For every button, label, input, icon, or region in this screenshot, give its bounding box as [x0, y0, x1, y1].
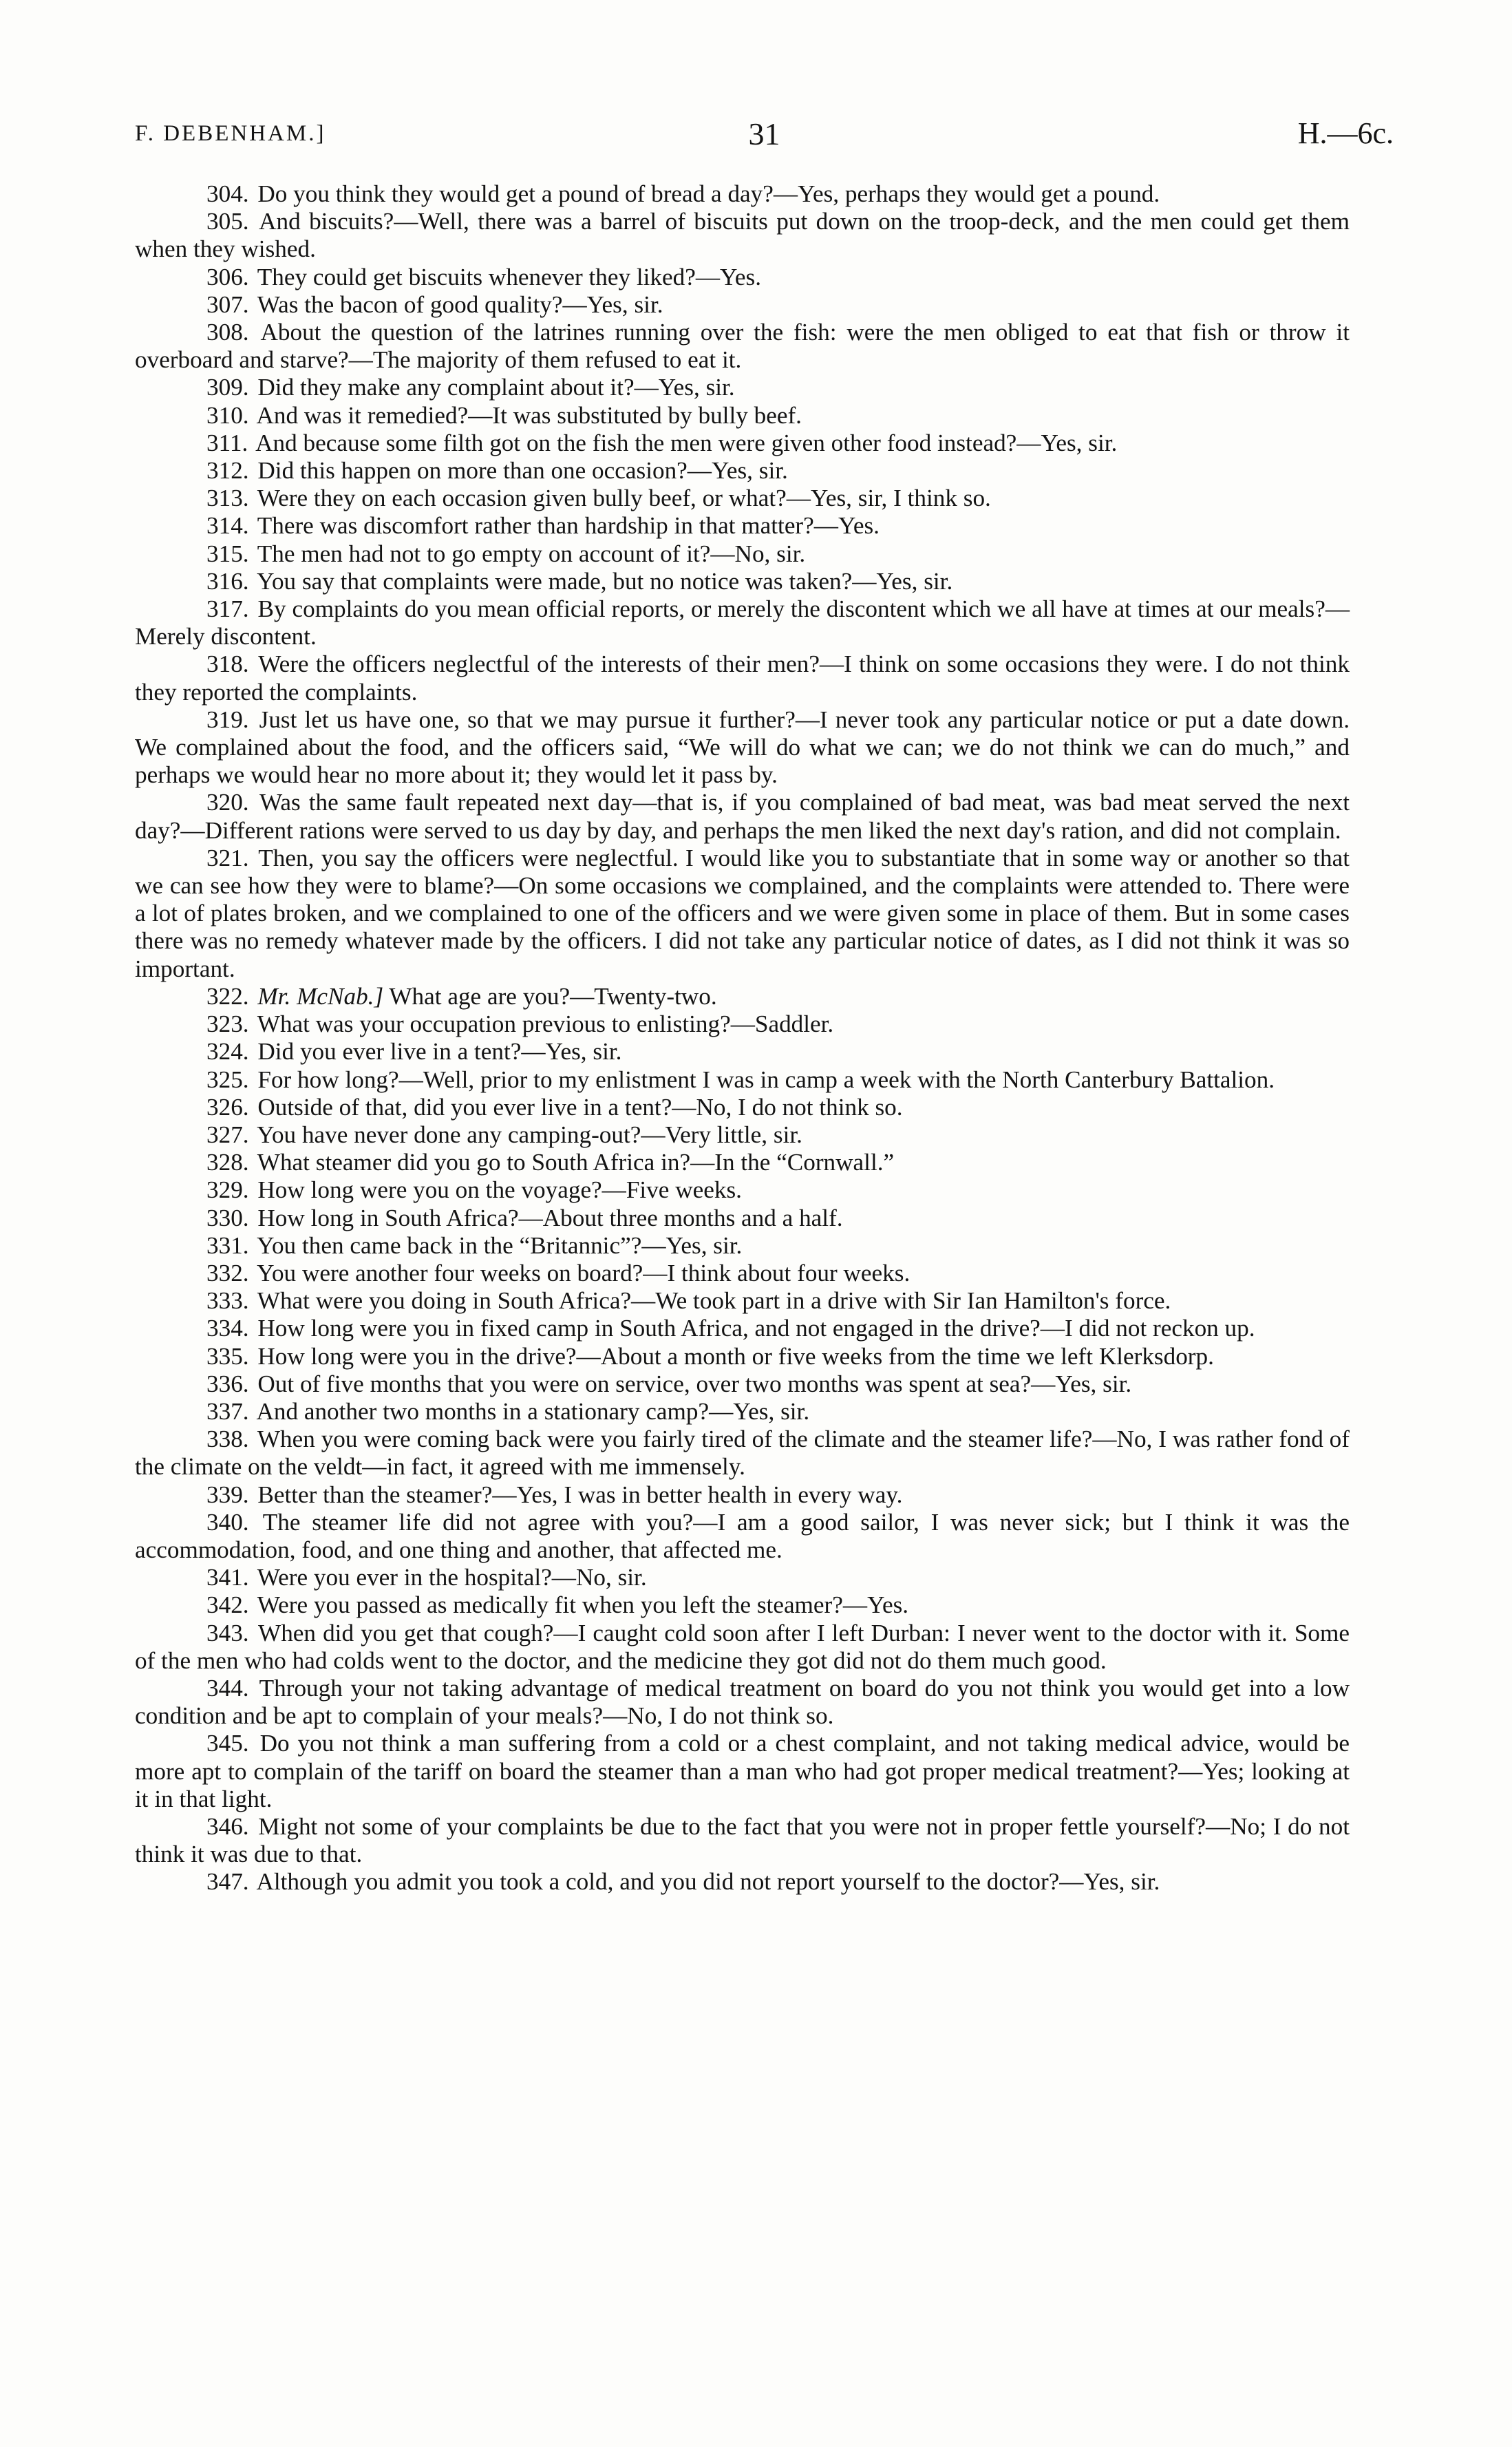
question-number: 344.	[206, 1674, 249, 1702]
question-answer-text: They could get biscuits whenever they liked?—Yes.	[257, 263, 762, 290]
question-answer-text: Through your not taking advantage of medical treatment on board do you not think you would get into a low condition and be apt to complain of your meals?—No, I do not think so.	[135, 1674, 1350, 1730]
question-number: 329.	[206, 1176, 249, 1204]
testimony-entry	[135, 512, 1350, 540]
testimony-entry	[135, 1176, 1350, 1204]
testimony-entry	[135, 1509, 1350, 1564]
question-answer-text: What were you doing in South Africa?—We took part in a drive with Sir Ian Hamilton's force.	[257, 1287, 1171, 1315]
testimony-entry	[135, 264, 1350, 291]
testimony-entry	[135, 1232, 1350, 1260]
question-answer-text: Out of five months that you were on service, over two months was spent at sea?—Yes, sir.	[257, 1370, 1132, 1397]
question-answer-text: You were another four weeks on board?—I think about four weeks.	[257, 1259, 911, 1286]
question-answer-text: Just let us have one, so that we may pursue it further?—I never took any particular notice or put a date down. We complained about the food, and the officers said, “We will do what we can; we do not think we can do much,” and perhaps we would hear no more about it; they would let it pass by.	[135, 706, 1350, 789]
testimony-entry	[135, 1591, 1350, 1619]
question-answer-text: Did they make any complaint about it?—Yes, sir.	[257, 374, 735, 401]
question-answer-text: There was discomfort rather than hardship in that matter?—Yes.	[257, 512, 880, 540]
question-number: 308.	[206, 319, 249, 346]
question-number: 325.	[206, 1066, 249, 1093]
question-answer-text: Was the same fault repeated next day—that is, if you complained of bad meat, was bad meat served the next day?—Different rations were served to us day by day, and perhaps the men liked the next day's ration, and did not complain.	[135, 789, 1350, 844]
testimony-entry	[135, 430, 1350, 457]
question-answer-text: About the question of the latrines running over the fish: were the men obliged to eat that fish or throw it overboard and starve?—The majority of them refused to eat it.	[135, 319, 1350, 374]
question-answer-text: Were the officers neglectful of the interests of their men?—I think on some occasions they were. I do not think they reported the complaints.	[135, 650, 1350, 706]
question-answer-text: Better than the steamer?—Yes, I was in better health in every way.	[257, 1481, 903, 1508]
witness-name: F. DEBENHAM.]	[135, 121, 326, 146]
question-number: 309.	[206, 374, 249, 401]
testimony-entry	[135, 1398, 1350, 1426]
testimony-entry	[135, 374, 1350, 401]
document-reference: H.—6c.	[1297, 116, 1394, 150]
testimony-entry	[135, 402, 1350, 430]
question-answer-text: Did you ever live in a tent?—Yes, sir.	[257, 1038, 622, 1066]
question-answer-text: Do you not think a man suffering from a cold or a chest complaint, and not taking medical advice, would be more apt to complain of the tariff on board the steamer than a man who had got proper medical treatment?—Yes; looking at it in that light.	[135, 1730, 1350, 1812]
question-answer-text: Was the bacon of good quality?—Yes, sir.	[257, 290, 663, 318]
question-answer-text: The steamer life did not agree with you?—I am a good sailor, I was never sick; but I think it was the accommodation, food, and one thing and another, that affected me.	[135, 1508, 1350, 1563]
page-number: 31	[748, 116, 780, 151]
question-answer-text: Although you admit you took a cold, and you did not report yourself to the doctor?—Yes, sir.	[256, 1868, 1160, 1896]
question-number: 311.	[206, 429, 248, 456]
question-answer-text: What steamer did you go to South Africa in?—In the “Cornwall.”	[257, 1149, 895, 1176]
testimony-entry	[135, 1260, 1350, 1287]
page-header	[135, 116, 1394, 164]
question-number: 315.	[206, 540, 249, 567]
testimony-entry	[135, 1620, 1350, 1675]
question-number: 323.	[206, 1010, 249, 1038]
question-number: 335.	[206, 1342, 249, 1370]
testimony-entry	[135, 1813, 1350, 1868]
question-answer-text: Were you passed as medically fit when you left the steamer?—Yes.	[257, 1591, 909, 1619]
question-number: 306.	[206, 263, 249, 290]
question-answer-text: What was your occupation previous to enlisting?—Saddler.	[257, 1010, 834, 1038]
testimony-entry	[135, 789, 1350, 844]
question-number: 328.	[206, 1149, 249, 1176]
testimony-entry	[135, 319, 1350, 374]
testimony-entry	[135, 568, 1350, 595]
question-number: 345.	[206, 1730, 249, 1757]
question-number: 320.	[206, 789, 249, 816]
question-number: 313.	[206, 485, 249, 512]
question-answer-text: And biscuits?—Well, there was a barrel of biscuits put down on the troop-deck, and the men could get them when they wished.	[135, 208, 1350, 263]
question-number: 314.	[206, 512, 249, 540]
question-answer-text: How long in South Africa?—About three months and a half.	[257, 1204, 843, 1231]
testimony-entry	[135, 1343, 1350, 1370]
testimony-entry	[135, 180, 1350, 208]
question-answer-text: What age are you?—Twenty-two.	[389, 982, 717, 1010]
question-answer-text: How long were you in the drive?—About a month or five weeks from the time we left Klerksdorp.	[257, 1342, 1214, 1370]
testimony-entry	[135, 1481, 1350, 1509]
question-answer-text: By complaints do you mean official reports, or merely the discontent which we all have at times at our meals?—Merely discontent.	[135, 595, 1350, 650]
question-answer-text: Were you ever in the hospital?—No, sir.	[257, 1564, 647, 1591]
question-number: 338.	[206, 1426, 249, 1453]
question-number: 304.	[206, 180, 249, 207]
question-number: 336.	[206, 1370, 249, 1397]
question-number: 334.	[206, 1315, 249, 1342]
question-answer-text: Might not some of your complaints be due to the fact that you were not in proper fettle yourself?—No; I do not think it was due to that.	[135, 1812, 1350, 1868]
question-number: 312.	[206, 457, 249, 485]
testimony-entry	[135, 1370, 1350, 1398]
question-answer-text: You say that complaints were made, but no notice was taken?—Yes, sir.	[257, 567, 953, 595]
question-number: 337.	[206, 1397, 249, 1425]
question-answer-text: For how long?—Well, prior to my enlistment I was in camp a week with the North Canterbury Battalion.	[257, 1066, 1275, 1093]
testimony-entry	[135, 1675, 1350, 1730]
testimony-entry	[135, 1868, 1350, 1896]
testimony-body	[135, 180, 1350, 1896]
question-number: 307.	[206, 290, 249, 318]
testimony-entry	[135, 845, 1350, 983]
question-number: 340.	[206, 1508, 249, 1536]
question-answer-text: When you were coming back were you fairly tired of the climate and the steamer life?—No, I was rather fond of the climate on the veldt—in fact, it agreed with me immensely.	[135, 1426, 1350, 1481]
testimony-entry	[135, 595, 1350, 650]
question-number: 327.	[206, 1121, 249, 1148]
question-answer-text: You have never done any camping-out?—Very little, sir.	[257, 1121, 802, 1148]
question-number: 333.	[206, 1287, 249, 1315]
question-answer-text: And was it remedied?—It was substituted by bully beef.	[256, 401, 802, 429]
testimony-entry	[135, 650, 1350, 706]
question-answer-text: Did this happen on more than one occasion?—Yes, sir.	[257, 457, 788, 485]
question-number: 322.	[206, 982, 249, 1010]
question-number: 347.	[206, 1868, 249, 1896]
question-number: 321.	[206, 844, 249, 871]
testimony-entry	[135, 1426, 1350, 1481]
question-number: 324.	[206, 1038, 249, 1066]
question-number: 330.	[206, 1204, 249, 1231]
question-answer-text: You then came back in the “Britannic”?—Yes, sir.	[257, 1231, 743, 1259]
testimony-entry	[135, 1066, 1350, 1094]
question-answer-text: When did you get that cough?—I caught cold soon after I left Durban: I never went to the doctor with it. Some of the men who had colds went to the doctor, and the medicine they got did not do them much good.	[135, 1619, 1350, 1674]
testimony-entry	[135, 983, 1350, 1010]
testimony-entry	[135, 485, 1350, 512]
question-number: 326.	[206, 1093, 249, 1121]
testimony-entry	[135, 1315, 1350, 1342]
question-number: 342.	[206, 1591, 249, 1619]
testimony-entry	[135, 1730, 1350, 1813]
question-answer-text: Outside of that, did you ever live in a tent?—No, I do not think so.	[257, 1093, 903, 1121]
testimony-entry	[135, 1149, 1350, 1176]
testimony-entry	[135, 1564, 1350, 1591]
testimony-entry	[135, 706, 1350, 790]
speaker-name: Mr. McNab.]	[257, 982, 384, 1010]
question-answer-text: And another two months in a stationary camp?—Yes, sir.	[256, 1397, 810, 1425]
testimony-entry	[135, 1038, 1350, 1066]
question-answer-text: And because some filth got on the fish the men were given other food instead?—Yes, sir.	[255, 429, 1118, 456]
testimony-entry	[135, 291, 1350, 319]
question-number: 310.	[206, 401, 249, 429]
question-answer-text: Do you think they would get a pound of bread a day?—Yes, perhaps they would get a pound.	[257, 180, 1160, 207]
testimony-entry	[135, 1094, 1350, 1121]
testimony-entry	[135, 540, 1350, 568]
question-answer-text: How long were you on the voyage?—Five weeks.	[257, 1176, 742, 1204]
question-answer-text: Were they on each occasion given bully beef, or what?—Yes, sir, I think so.	[257, 485, 991, 512]
question-number: 343.	[206, 1619, 249, 1646]
question-answer-text: The men had not to go empty on account of it?—No, sir.	[257, 540, 806, 567]
question-answer-text: Then, you say the officers were neglectful. I would like you to substantiate that in some way or another so that we can see how they were to blame?—On some occasions we complained, and the complaints were attended to. There were a lot of plates broken, and we complained to one of the officers and we were given some in place of them. But in some cases there was no remedy whatever made by the officers. I did not take any particular notice of dates, as I did not think it was so important.	[135, 844, 1350, 982]
testimony-entry	[135, 208, 1350, 263]
question-number: 339.	[206, 1481, 249, 1508]
testimony-entry	[135, 1287, 1350, 1315]
testimony-entry	[135, 1010, 1350, 1038]
question-number: 341.	[206, 1564, 249, 1591]
question-number: 331.	[206, 1231, 249, 1259]
testimony-entry	[135, 1205, 1350, 1232]
question-number: 305.	[206, 208, 249, 235]
testimony-entry	[135, 1121, 1350, 1149]
testimony-entry	[135, 457, 1350, 485]
question-number: 318.	[206, 650, 249, 678]
question-answer-text: How long were you in fixed camp in South Africa, and not engaged in the drive?—I did not reckon up.	[257, 1315, 1255, 1342]
question-number: 316.	[206, 567, 249, 595]
question-number: 332.	[206, 1259, 249, 1286]
question-number: 319.	[206, 706, 249, 733]
question-number: 317.	[206, 595, 249, 623]
question-number: 346.	[206, 1812, 249, 1840]
